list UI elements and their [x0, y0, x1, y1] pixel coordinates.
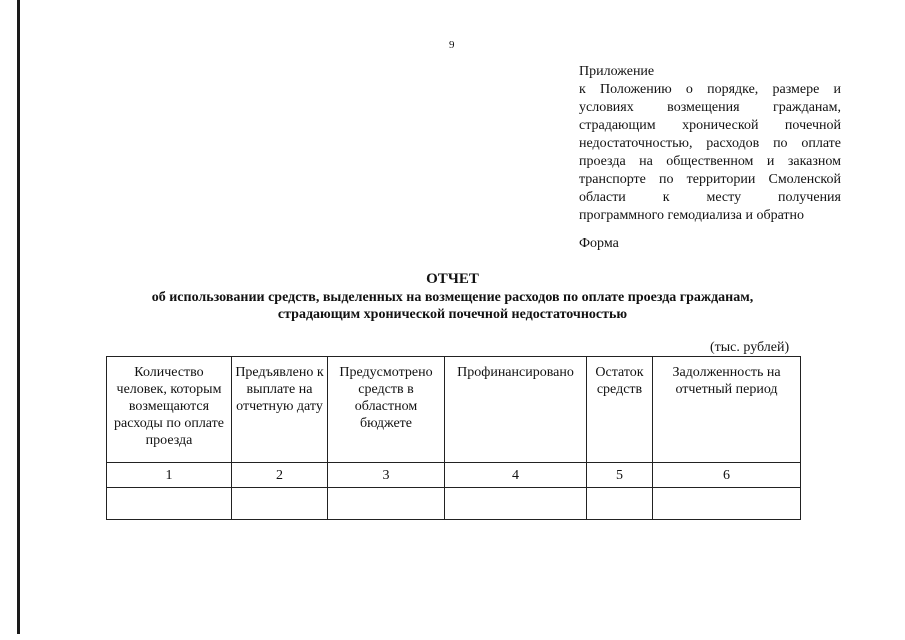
appendix-line: условиях возмещения гражданам, — [579, 100, 841, 115]
appendix-line: страдающим хронической почечной — [579, 118, 841, 133]
table-cell-empty — [653, 488, 801, 520]
report-title: ОТЧЕТ — [426, 271, 479, 287]
form-label: Форма — [579, 236, 619, 251]
table-number-row — [107, 463, 801, 488]
appendix-title: Приложение — [579, 64, 655, 79]
table-header-cell: Предусмотрено средств в областном бюджете — [328, 357, 445, 463]
table-cell-empty — [587, 488, 653, 520]
appendix-line: области к месту получения — [579, 190, 841, 205]
appendix-block — [579, 63, 841, 225]
column-number: 3 — [328, 463, 445, 488]
table-header-cell: Профинансировано — [445, 357, 587, 463]
column-number: 4 — [445, 463, 587, 488]
report-subtitle-line2: страдающим хронической почечной недостаточностью — [277, 307, 628, 322]
appendix-line: проезда на общественном и заказном — [579, 154, 841, 169]
appendix-line: к Положению о порядке, размере и — [579, 82, 841, 97]
column-number: 6 — [653, 463, 801, 488]
table-cell-empty — [107, 488, 232, 520]
table-header-cell: Количество человек, которым возмещаются расходы по оплате проезда — [107, 357, 232, 463]
column-number: 2 — [232, 463, 328, 488]
page-number: 9 — [449, 39, 455, 51]
units-label: (тыс. рублей) — [710, 340, 790, 355]
column-number: 1 — [107, 463, 232, 488]
appendix-line: недостаточностью, расходов по оплате — [579, 136, 841, 151]
appendix-line: транспорте по территории Смоленской — [579, 172, 841, 187]
table-header-cell: Задолженность на отчетный период — [653, 357, 801, 463]
table-header-row — [107, 357, 801, 463]
table-cell-empty — [445, 488, 587, 520]
column-number: 5 — [587, 463, 653, 488]
appendix-line: программного гемодиализа и обратно — [579, 208, 805, 223]
table-header-cell: Предъявлено к выплате на отчетную дату — [232, 357, 328, 463]
table-cell-empty — [328, 488, 445, 520]
table-data-row — [107, 488, 801, 520]
report-table — [106, 356, 801, 520]
table-cell-empty — [232, 488, 328, 520]
table-header-cell: Остаток средств — [587, 357, 653, 463]
report-subtitle-line1: об использовании средств, выделенных на возмещение расходов по оплате проезда гражданам, — [151, 290, 754, 305]
